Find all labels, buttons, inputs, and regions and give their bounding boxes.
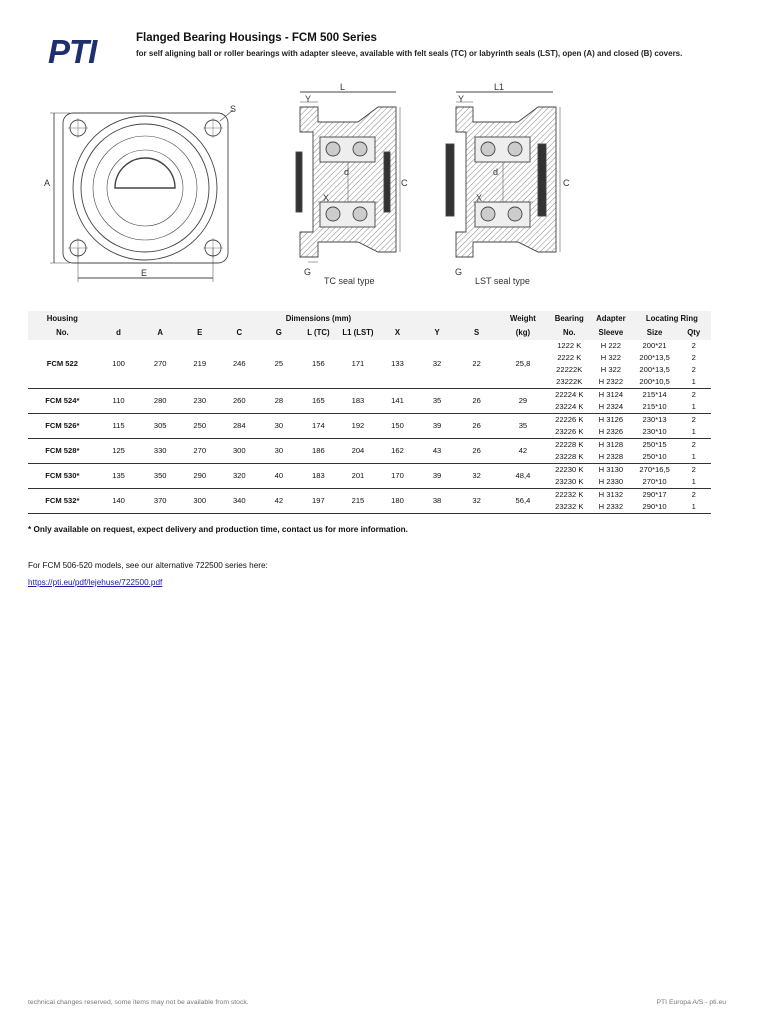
col-header-bearing: Bearing: [549, 311, 589, 325]
col-header-adapter: Adapter: [589, 311, 633, 325]
cell-weight: 56,4: [496, 489, 549, 514]
cell-size: 270*16,5: [639, 465, 670, 475]
cell-size: 250*15: [642, 440, 667, 450]
cell-housing: FCM 528*: [28, 439, 97, 464]
cell-l1: 204: [338, 439, 378, 464]
cell-c: 320: [220, 464, 260, 489]
cell-g: 30: [259, 414, 299, 439]
housing-group: [28, 489, 711, 514]
cell-g: 25: [259, 340, 299, 389]
col-subheader: Y: [417, 325, 457, 340]
col-subheader: No.: [28, 325, 97, 340]
cell-g: 42: [259, 489, 299, 514]
dim-label-c: C: [401, 178, 408, 188]
cell-bearing: 22232 K: [555, 490, 584, 500]
cell-x: 162: [378, 439, 418, 464]
cell-adapter: H 2326: [589, 426, 633, 439]
cell-s: 26: [457, 414, 497, 439]
col-subheader: X: [378, 325, 418, 340]
cell-e: 270: [180, 439, 220, 464]
front-view-drawing: [38, 88, 248, 288]
dim-label-g-lst: G: [455, 267, 463, 277]
cell-qty: 1: [676, 376, 711, 389]
cell-e: 300: [180, 489, 220, 514]
cell-size: 200*10,5: [633, 376, 677, 389]
housing-group: [28, 414, 711, 439]
cell-qty: 2: [691, 490, 696, 500]
cell-size: 200*13,5: [639, 353, 670, 363]
table-row: [28, 389, 711, 402]
cell-x: 170: [378, 464, 418, 489]
cell-y: 32: [417, 340, 457, 389]
cell-adapter: H 322: [600, 365, 621, 375]
dim-label-l: L: [340, 82, 346, 92]
housing-group: [28, 389, 711, 414]
cell-d: 115: [97, 414, 141, 439]
cell-weight: 25,8: [496, 340, 549, 389]
col-subheader: Size: [633, 325, 677, 340]
cell-c: 260: [220, 389, 260, 414]
cell-qty: 2: [691, 440, 696, 450]
table-row: [28, 414, 711, 427]
cell-e: 290: [180, 464, 220, 489]
dim-label-y-lst: Y: [458, 94, 465, 104]
cell-x: 180: [378, 489, 418, 514]
cell-bearing: 23232 K: [549, 501, 589, 514]
availability-footnote: * Only available on request, expect delivery and production time, contact us for more information.: [28, 525, 408, 534]
cell-adapter: H 3130: [598, 465, 624, 475]
cell-adapter: H 2332: [589, 501, 633, 514]
cell-bearing: 22230 K: [555, 465, 584, 475]
housing-group: [28, 464, 711, 489]
cell-adapter: H 3132: [598, 490, 624, 500]
cell-e: 219: [180, 340, 220, 389]
table-row: [28, 439, 711, 452]
col-subheader: C: [220, 325, 260, 340]
cell-s: 22: [457, 340, 497, 389]
cell-adapter: H 2322: [589, 376, 633, 389]
cell-y: 39: [417, 414, 457, 439]
cell-adapter: H 322: [600, 353, 621, 363]
tc-section-drawing: [288, 82, 418, 282]
cell-bearing: 23230 K: [549, 476, 589, 489]
lst-caption: LST seal type: [475, 276, 530, 286]
cell-size: 230*13: [642, 415, 667, 425]
cell-qty: 2: [691, 465, 696, 475]
table-subheader-row: [28, 325, 711, 340]
col-subheader: Sleeve: [589, 325, 633, 340]
cell-size: 215*10: [633, 401, 677, 414]
cell-y: 39: [417, 464, 457, 489]
cell-size: 200*13,5: [639, 365, 670, 375]
page-subtitle: for self aligning ball or roller bearings with adapter sleeve, available with felt seals (TC) or labyrinth seals (LST), open (A) and closed (B) covers.: [136, 49, 683, 58]
cell-weight: 29: [496, 389, 549, 414]
cell-bearing: 1222 K: [557, 341, 582, 351]
cell-bearing: 22226 K: [555, 415, 584, 425]
cell-size: 230*10: [633, 426, 677, 439]
cell-adapter: H 3128: [598, 440, 624, 450]
cell-weight: 42: [496, 439, 549, 464]
cell-adapter: H 3126: [598, 415, 624, 425]
cell-bearing: 22228 K: [555, 440, 584, 450]
footer-company: PTI Europa A/S - pti.eu: [656, 999, 726, 1006]
table-row: [28, 489, 711, 502]
cell-adapter: H 2328: [589, 451, 633, 464]
pti-logo: [48, 34, 120, 68]
cell-adapter: H 3124: [598, 390, 624, 400]
col-header-housing: Housing: [28, 311, 97, 325]
cell-x: 141: [378, 389, 418, 414]
cell-l: 183: [299, 464, 339, 489]
table-header-row: [28, 311, 711, 325]
col-subheader: E: [180, 325, 220, 340]
cell-bearing: 23226 K: [549, 426, 589, 439]
cell-g: 30: [259, 439, 299, 464]
cell-x: 133: [378, 340, 418, 389]
table-row: [28, 340, 711, 352]
col-header-dimensions: Dimensions (mm): [259, 311, 378, 325]
cell-g: 28: [259, 389, 299, 414]
logo-text: PTI: [48, 34, 97, 68]
col-header-weight: Weight: [496, 311, 549, 325]
cell-bearing: 23224 K: [549, 401, 589, 414]
col-subheader: A: [140, 325, 180, 340]
cell-d: 135: [97, 464, 141, 489]
lst-section-drawing: [438, 82, 568, 282]
dim-label-l1: L1: [494, 82, 505, 92]
cell-e: 250: [180, 414, 220, 439]
col-subheader: Qty: [676, 325, 711, 340]
cell-qty: 1: [676, 501, 711, 514]
cell-bearing: 22222K: [556, 365, 583, 375]
cell-s: 26: [457, 389, 497, 414]
col-subheader: d: [97, 325, 141, 340]
cell-e: 230: [180, 389, 220, 414]
cell-d: 110: [97, 389, 141, 414]
cell-l1: 183: [338, 389, 378, 414]
cell-qty: 1: [676, 451, 711, 464]
cell-c: 300: [220, 439, 260, 464]
cell-qty: 2: [691, 365, 696, 375]
cell-a: 305: [140, 414, 180, 439]
cell-g: 40: [259, 464, 299, 489]
cell-a: 270: [140, 340, 180, 389]
footer-disclaimer: technical changes reserved, some items may not be available from stock.: [28, 999, 249, 1006]
cell-adapter: H 2324: [589, 401, 633, 414]
cell-qty: 1: [676, 476, 711, 489]
dim-label-x: X: [323, 193, 330, 203]
dim-label-c-lst: C: [563, 178, 570, 188]
cell-s: 32: [457, 464, 497, 489]
cell-s: 32: [457, 489, 497, 514]
cell-l: 165: [299, 389, 339, 414]
cell-housing: FCM 532*: [28, 489, 97, 514]
cell-l1: 201: [338, 464, 378, 489]
col-subheader: G: [259, 325, 299, 340]
cell-size: 200*21: [642, 341, 667, 351]
dim-label-g: G: [304, 267, 312, 277]
cell-size: 290*17: [642, 490, 667, 500]
cell-adapter: H 2330: [589, 476, 633, 489]
cell-l: 156: [299, 340, 339, 389]
cell-a: 280: [140, 389, 180, 414]
cell-size: 290*10: [633, 501, 677, 514]
tc-caption: TC seal type: [324, 276, 375, 286]
housing-group: [28, 340, 711, 389]
cell-s: 26: [457, 439, 497, 464]
cell-d: 125: [97, 439, 141, 464]
cell-y: 38: [417, 489, 457, 514]
table-row: [28, 464, 711, 477]
dim-label-a: A: [44, 178, 51, 188]
dim-label-s: S: [230, 104, 237, 114]
cell-a: 350: [140, 464, 180, 489]
col-subheader: S: [457, 325, 497, 340]
cell-c: 246: [220, 340, 260, 389]
cell-qty: 2: [691, 353, 696, 363]
alternative-series-note: For FCM 506-520 models, see our alternative 722500 series here:: [28, 561, 268, 570]
dim-label-d: d: [344, 167, 350, 177]
col-subheader: L1 (LST): [338, 325, 378, 340]
cell-qty: 1: [676, 401, 711, 414]
dim-label-x-lst: X: [476, 193, 483, 203]
cell-weight: 35: [496, 414, 549, 439]
cell-housing: FCM 526*: [28, 414, 97, 439]
cell-size: 250*10: [633, 451, 677, 464]
dim-label-e: E: [141, 268, 148, 278]
cell-l: 197: [299, 489, 339, 514]
cell-y: 35: [417, 389, 457, 414]
cell-bearing: 23222K: [549, 376, 589, 389]
cell-adapter: H 222: [600, 341, 621, 351]
page-title: Flanged Bearing Housings - FCM 500 Series: [136, 32, 377, 44]
cell-bearing: 23228 K: [549, 451, 589, 464]
cell-qty: 2: [691, 415, 696, 425]
cell-l: 186: [299, 439, 339, 464]
cell-size: 215*14: [642, 390, 667, 400]
cell-qty: 2: [691, 341, 696, 351]
cell-housing: FCM 524*: [28, 389, 97, 414]
cell-weight: 48,4: [496, 464, 549, 489]
cell-a: 330: [140, 439, 180, 464]
cell-qty: 2: [691, 390, 696, 400]
cell-a: 370: [140, 489, 180, 514]
col-header-locating-ring: Locating Ring: [633, 311, 711, 325]
col-subheader: L (TC): [299, 325, 339, 340]
cell-bearing: 22224 K: [555, 390, 584, 400]
cell-c: 340: [220, 489, 260, 514]
cell-housing: FCM 522: [28, 340, 97, 389]
cell-l1: 192: [338, 414, 378, 439]
dim-label-y: Y: [305, 94, 312, 104]
cell-size: 270*10: [633, 476, 677, 489]
cell-y: 43: [417, 439, 457, 464]
cell-d: 100: [97, 340, 141, 389]
dim-label-d-lst: d: [493, 167, 499, 177]
housing-group: [28, 439, 711, 464]
alternative-series-link[interactable]: https://pti.eu/pdf/lejehuse/722500.pdf: [28, 578, 163, 587]
cell-l1: 215: [338, 489, 378, 514]
col-subheader: (kg): [496, 325, 549, 340]
cell-d: 140: [97, 489, 141, 514]
cell-l: 174: [299, 414, 339, 439]
cell-housing: FCM 530*: [28, 464, 97, 489]
cell-x: 150: [378, 414, 418, 439]
col-subheader: No.: [549, 325, 589, 340]
cell-c: 284: [220, 414, 260, 439]
cell-l1: 171: [338, 340, 378, 389]
cell-bearing: 2222 K: [557, 353, 582, 363]
spec-table: [28, 311, 711, 514]
cell-qty: 1: [676, 426, 711, 439]
